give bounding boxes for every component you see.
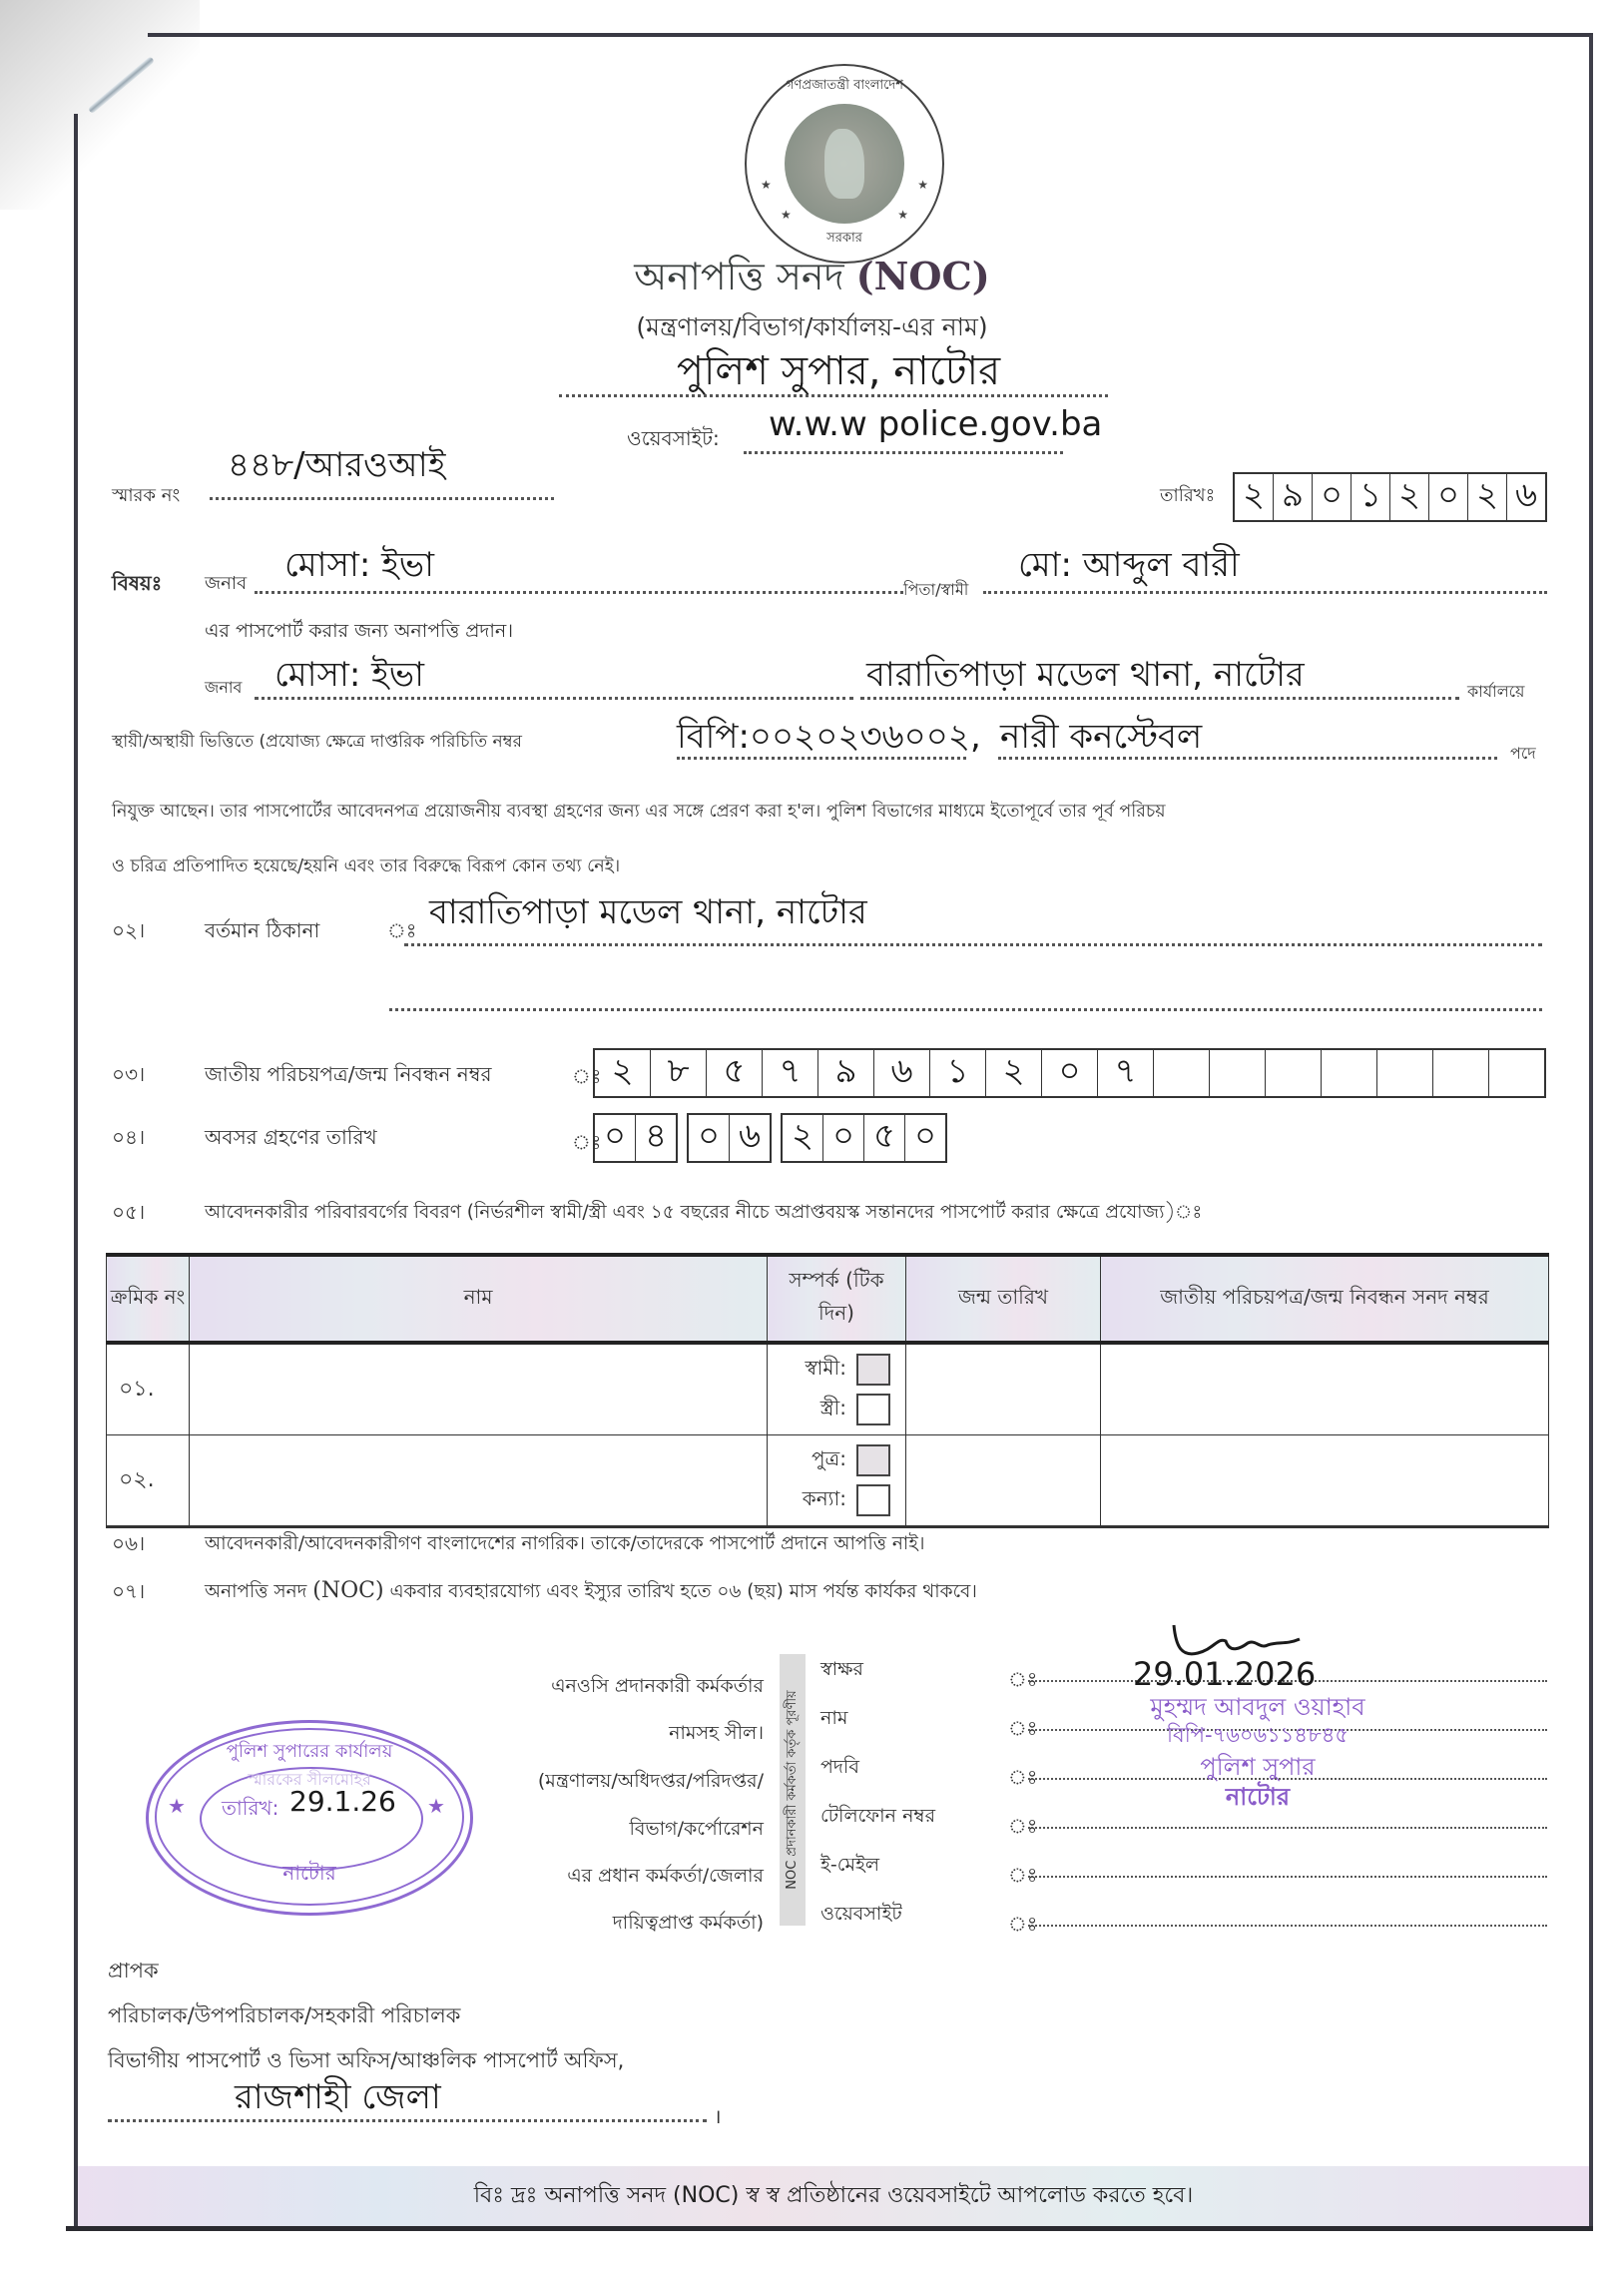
nid-digit: ২ [986,1050,1042,1096]
address-label: বর্তমান ঠিকানা [205,918,320,942]
officer-stamp-bp: বিপি-৭৬০৬১১৪৮৪৫ [1167,1723,1349,1747]
office-suffix: কার্যালয়ে [1467,682,1525,701]
date-digit: ৬ [1514,474,1538,515]
item-06-number: ০৬। [112,1531,146,1555]
body-name-dotline [255,697,853,700]
field-email-label: ই-মেইল [820,1854,880,1876]
field-colon: ঃ [1008,1863,1038,1887]
nid-colon: ঃ [572,1064,602,1088]
family-table [106,1253,1549,1528]
star-icon: ★ [168,1794,186,1818]
recipient-label: প্রাপক [108,1959,159,1983]
star-icon: ★ [761,178,772,192]
date-digit: ২ [1235,474,1274,520]
body-paragraph-2: ও চরিত্র প্রতিপাদিত হয়েছে/হয়নি এবং তার বিরুদ্ধে বিরূপ কোন তথ্য নেই। [112,856,621,876]
header-relation: সম্পর্ক (টিক দিন) [768,1255,906,1343]
body-mr-label: জনাব [205,678,243,697]
field-colon: ঃ [1008,1716,1038,1740]
field-colon: ঃ [1008,1667,1038,1691]
office-stamp-date: 29.1.26 [289,1785,396,1818]
official-id-number: বিপি:০০২০২৩৬০০২, [677,717,981,757]
body-name: মোসা: ইভা [274,655,424,695]
item-04-number: ০৪। [112,1125,146,1149]
designation-suffix: পদে [1510,744,1536,763]
recipient-line-1: পরিচালক/উপপরিচালক/সহকারী পরিচালক [108,2003,461,2027]
nid-digit [1154,1050,1210,1096]
daughter-checkbox[interactable] [856,1484,890,1516]
wife-checkbox[interactable] [856,1394,890,1425]
office-stamp-top-text: পুলিশ সুপারের কার্যালয় [226,1741,393,1762]
relation-option-label: স্ত্রী: [819,1395,846,1419]
row-name-cell[interactable] [190,1343,768,1435]
row-dob-cell[interactable] [906,1435,1101,1527]
office-name-dotline [559,394,1108,397]
website-label: ওয়েবসাইট: [627,426,720,450]
subject-mr-label: জনাব [205,573,248,594]
memo-value: ৪৪৮/আরওআই [228,445,446,485]
row-serial: ০২. [107,1435,190,1527]
field-telephone-label: টেলিফোন নম্বর [820,1805,936,1827]
retirement-colon: ঃ [572,1130,602,1154]
validity-text-b: একবার ব্যবহারযোগ্য এবং ইস্যুর তারিখ হতে ০৬ (ছয়) মাস পর্যন্ত কার্যকর থাকবে। [389,1581,977,1602]
officer-label-line: দায়িত্বপ্রাপ্ত কর্মকর্তা) [612,1912,764,1934]
retirement-digit: ০ [913,1115,937,1156]
office-stamp-bottom-text: নাটোর [282,1861,336,1885]
retirement-month-boxes [687,1113,772,1163]
field-designation-label: পদবি [820,1756,859,1778]
id-dotline [677,757,966,760]
officer-label-line: এর প্রধান কর্মকর্তা/জেলার [567,1865,764,1887]
page-border-top [148,33,1593,37]
retirement-digit: ০ [823,1115,864,1161]
father-dotline [983,591,1547,594]
subtitle: (মন্ত্রণালয়/বিভাগ/কার্যালয়-এর নাম) [636,312,988,341]
officer-label-line: (মন্ত্রণালয়/অধিদপ্তর/পরিদপ্তর/ [537,1770,764,1792]
address-value: বারাতিপাড়া মডেল থানা, নাটোর [429,892,867,932]
date-digit: ০ [1429,474,1468,520]
memo-label: স্মারক নং [112,485,181,506]
field-signature-label: স্বাক্ষর [820,1658,863,1680]
retirement-year-boxes [781,1113,947,1163]
retirement-digit: ৫ [864,1115,905,1161]
row-nid-cell[interactable] [1101,1343,1549,1435]
field-colon: ঃ [1008,1765,1038,1789]
bangladesh-map-icon [824,129,864,199]
basis-text: স্থায়ী/অস্থায়ী ভিত্তিতে (প্রযোজ্য ক্ষেত্রে দাপ্তরিক পরিচিতি নম্বর [112,732,523,752]
signature-date: 29.01.2026 [1133,1655,1317,1693]
title-noc: (NOC) [855,254,990,298]
nid-digit: ৭ [1098,1050,1154,1096]
website-field-dotline [1028,1925,1547,1927]
father-name: মো: আব্দুল বারী [1018,545,1240,585]
item-03-number: ০৩। [112,1062,146,1086]
government-seal [745,64,944,264]
field-colon: ঃ [1008,1912,1038,1936]
husband-checkbox[interactable] [856,1354,890,1386]
address-colon: ঃ [387,918,417,942]
date-digit: ২ [1390,474,1429,520]
star-icon: ★ [917,178,928,192]
telephone-dotline [1028,1827,1547,1829]
date-label: তারিখঃ [1160,485,1216,506]
address-dotline-1 [404,943,1542,946]
nid-digit: ১ [930,1050,986,1096]
nid-digit: ৭ [763,1050,818,1096]
address-dotline-2 [389,1008,1542,1011]
officer-label-line: নামসহ সীল। [669,1722,764,1744]
nid-digit: ৮ [651,1050,707,1096]
body-office: বারাতিপাড়া মডেল থানা, নাটোর [866,655,1305,695]
nid-label: জাতীয় পরিচয়পত্র/জন্ম নিবন্ধন নম্বর [205,1062,492,1086]
father-label: পিতা/স্বামী [903,580,969,599]
officer-label-line: এনওসি প্রদানকারী কর্মকর্তার [551,1675,764,1697]
recipient-dotline [108,2119,707,2122]
officer-stamp-place: নাটোর [1225,1783,1291,1811]
nid-digit: ৫ [707,1050,763,1096]
seal-map-emblem [785,104,904,224]
table-row [107,1343,1549,1435]
nid-digit [1210,1050,1266,1096]
validity-noc: (NOC) [312,1578,384,1603]
office-stamp-middle-text: স্মারকের সীলমোহর [248,1770,371,1789]
recipient-district: রাজশাহী জেলা [235,2077,441,2117]
star-icon: ★ [781,208,792,222]
star-icon: ★ [427,1794,445,1818]
body-paragraph-1: নিযুক্ত আছেন। তার পাসপোর্টের আবেদনপত্র প্রয়োজনীয় ব্যবস্থা গ্রহণের জন্য এর সঙ্গে প্রেরণ করা হ'ল। পুলিশ বিভাগের মাধ্যমে ইতোপূর্বে তার পূর্ব পরিচয় [112,802,1166,822]
seal-bottom-text: সরকার [826,231,862,246]
item-02-number: ০২। [112,918,146,942]
designation-dotline [998,757,1497,760]
star-icon: ★ [897,208,908,222]
row-dob-cell[interactable] [906,1343,1101,1435]
header-serial: ক্রমিক নং [107,1255,190,1343]
website-value: w.w.w police.gov.ba [769,404,1103,444]
designation: নারী কনস্টেবল [1000,717,1203,757]
row-relation-cell [768,1343,906,1435]
retirement-label: অবসর গ্রহণের তারিখ [205,1125,377,1149]
validity-text-a: অনাপত্তি সনদ [205,1581,307,1602]
field-name-label: নাম [820,1707,848,1729]
retirement-digit: ০ [689,1115,730,1161]
son-checkbox[interactable] [856,1444,890,1476]
nid-digit [1266,1050,1322,1096]
date-digit: ২ [1468,474,1507,520]
retirement-day-boxes [593,1113,678,1163]
field-colon: ঃ [1008,1814,1038,1838]
row-nid-cell[interactable] [1101,1435,1549,1527]
row-name-cell[interactable] [190,1435,768,1527]
header-name: নাম [190,1255,768,1343]
date-digit: ৯ [1274,474,1313,520]
page-border-bottom [66,2226,1593,2231]
date-digit: ১ [1352,474,1390,520]
body-office-dotline [860,697,1459,700]
subject-label: বিষয়ঃ [112,571,163,595]
validity-statement [205,1577,977,1608]
header-nid: জাতীয় পরিচয়পত্র/জন্ম নিবন্ধন সনদ নম্বর [1101,1255,1549,1343]
row-relation-cell [768,1435,906,1527]
page-border-left [74,114,78,2230]
nid-digit: ৬ [874,1050,930,1096]
memo-dotline [210,497,554,500]
nid-digit: ২ [595,1050,651,1096]
citizen-statement: আবেদনকারী/আবেদনকারীগণ বাংলাদেশের নাগরিক। তাকে/তাদেরকে পাসপোর্ট প্রদানে আপত্তি নাই। [205,1533,925,1554]
nid-boxes [593,1048,1546,1098]
nid-digit: ৯ [818,1050,874,1096]
table-row [107,1435,1549,1527]
website-dotline [744,451,1063,454]
seal-top-text: গণপ্রজাতন্ত্রী বাংলাদেশ [786,78,903,93]
recipient-end-mark: । [714,2104,722,2128]
officer-stamp-name: মুহম্মদ আবদুল ওয়াহাব [1150,1693,1365,1721]
recipient-line-2: বিভাগীয় পাসপোর্ট ও ভিসা অফিস/আঞ্চলিক পাসপোর্ট অফিস, [108,2048,625,2072]
relation-option-label: কন্যা: [802,1485,846,1510]
date-digit: ০ [1313,474,1352,520]
title-bengali: অনাপত্তি সনদ [634,255,844,298]
officer-stamp-title: পুলিশ সুপার [1200,1753,1316,1781]
family-label: আবেদনকারীর পরিবারবর্গের বিবরণ (নির্ভরশীল স্বামী/স্ত্রী এবং ১৫ বছরের নীচে অপ্রাপ্তবয়স্ক সন্তানদের পাসপোর্ট করার ক্ষেত্রে প্রযোজ্য)ঃ [205,1202,1203,1223]
retirement-digit: ৬ [738,1115,762,1156]
relation-option-label: পুত্র: [811,1445,846,1470]
date-boxes [1233,472,1547,522]
retirement-digit: ২ [783,1115,823,1161]
nid-digit [1433,1050,1489,1096]
retirement-digit: ০ [595,1115,636,1161]
officer-label-line: বিভাগ/কর্পোরেশন [629,1818,764,1840]
row-serial: ০১. [107,1343,190,1435]
nid-digit [1322,1050,1377,1096]
vertical-label: NOC প্রদানকারী কর্মকর্তা কর্তৃক পূরণীয় [785,1690,800,1890]
office-stamp-date-label: তারিখ: [222,1796,279,1820]
header-dob: জন্ম তারিখ [906,1255,1101,1343]
office-name: পুলিশ সুপার, নাটোর [676,348,1001,394]
retirement-digit: ৪ [644,1115,668,1156]
email-dotline [1028,1876,1547,1878]
footer-note: বিঃ দ্রঃ অনাপত্তি সনদ (NOC) স্ব স্ব প্রতিষ্ঠানের ওয়েবসাইটে আপলোড করতে হবে। [473,2183,1194,2208]
nid-digit: ০ [1042,1050,1098,1096]
page-title [0,248,1624,311]
subject-line2: এর পাসপোর্ট করার জন্য অনাপত্তি প্রদান। [205,620,514,642]
subject-name-dotline [255,591,903,594]
field-website-label: ওয়েবসাইট [820,1903,902,1925]
nid-digit [1489,1050,1544,1096]
relation-option-label: স্বামী: [805,1355,846,1380]
item-07-number: ০৭। [112,1579,146,1603]
page-border-right [1589,35,1593,2231]
item-05-number: ০৫। [112,1200,146,1224]
nid-digit [1377,1050,1433,1096]
subject-name: মোসা: ইভা [284,545,434,585]
